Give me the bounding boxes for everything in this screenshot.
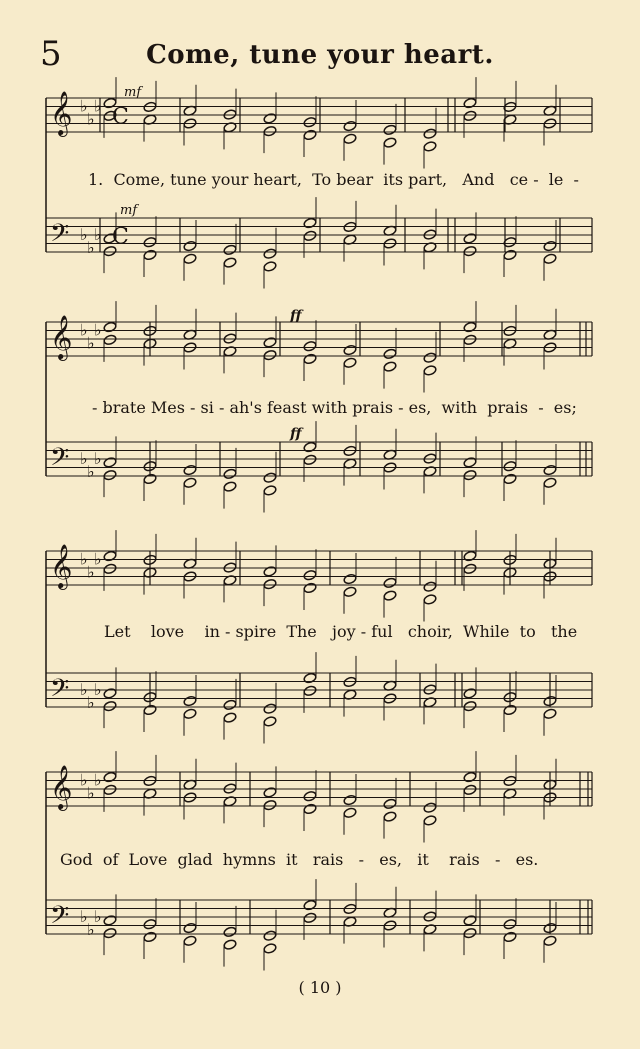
page-number: 5 <box>40 34 62 74</box>
notehead <box>343 133 357 145</box>
notehead <box>343 357 357 369</box>
dynamic-mark: mf <box>120 203 138 218</box>
dynamic-mark: ff <box>290 426 302 442</box>
lyric-line-3: Let love in - spire The joy - ful choir, While to the <box>104 622 578 641</box>
notehead <box>103 457 117 469</box>
notehead <box>143 249 157 261</box>
notehead <box>183 253 197 265</box>
treble-clef-icon: 𝄞 <box>50 765 73 810</box>
notehead <box>263 485 277 497</box>
notehead <box>463 550 477 562</box>
notehead <box>223 244 237 256</box>
notehead <box>223 468 237 480</box>
notehead <box>103 550 117 562</box>
flat-icon: ♭ <box>94 680 102 700</box>
notehead <box>263 349 277 361</box>
notehead <box>543 253 557 265</box>
notehead <box>503 931 517 943</box>
flat-icon: ♭ <box>87 237 95 257</box>
notehead <box>343 586 357 598</box>
notehead <box>223 939 237 951</box>
notehead <box>143 931 157 943</box>
notehead <box>223 257 237 269</box>
flat-icon: ♭ <box>80 449 88 469</box>
flat-icon: ♭ <box>80 225 88 245</box>
notehead <box>423 581 437 593</box>
notehead <box>543 477 557 489</box>
notehead <box>343 807 357 819</box>
notehead <box>103 563 117 575</box>
notehead <box>383 590 397 602</box>
notehead <box>263 125 277 137</box>
notehead <box>463 771 477 783</box>
notehead <box>543 240 557 252</box>
notehead <box>183 477 197 489</box>
notehead <box>463 469 477 481</box>
flat-icon: ♭ <box>94 549 102 569</box>
notehead <box>423 365 437 377</box>
notehead <box>343 573 357 585</box>
notehead <box>143 704 157 716</box>
lyric-line-2: - brate Mes - si - ah's feast with prais - es, with prais - es; <box>92 398 577 417</box>
notehead <box>463 784 477 796</box>
notehead <box>383 811 397 823</box>
flat-icon: ♭ <box>94 770 102 790</box>
notehead <box>303 340 317 352</box>
notehead <box>103 700 117 712</box>
notehead <box>263 566 277 578</box>
notehead <box>183 935 197 947</box>
notehead <box>463 321 477 333</box>
flat-icon: ♭ <box>87 333 95 353</box>
bass-clef-icon: 𝄢 <box>50 901 70 937</box>
notehead <box>463 97 477 109</box>
notehead <box>543 708 557 720</box>
notehead <box>343 120 357 132</box>
notehead <box>383 124 397 136</box>
notehead <box>103 321 117 333</box>
notehead <box>463 688 477 700</box>
notehead <box>303 672 317 684</box>
notehead <box>223 712 237 724</box>
treble-clef-icon: 𝄞 <box>50 91 73 136</box>
flat-icon: ♭ <box>94 320 102 340</box>
notehead <box>263 787 277 799</box>
notehead <box>383 798 397 810</box>
notehead <box>423 128 437 140</box>
notehead <box>543 935 557 947</box>
notehead <box>303 582 317 594</box>
notehead <box>183 695 197 707</box>
flat-icon: ♭ <box>87 109 95 129</box>
flat-icon: ♭ <box>80 680 88 700</box>
notehead <box>263 943 277 955</box>
treble-clef-icon: 𝄞 <box>50 315 73 360</box>
flat-icon: ♭ <box>80 907 88 927</box>
notehead <box>383 137 397 149</box>
notehead <box>303 454 317 466</box>
notehead <box>103 688 117 700</box>
flat-icon: ♭ <box>87 919 95 939</box>
notehead <box>383 348 397 360</box>
notehead <box>103 469 117 481</box>
notehead <box>303 116 317 128</box>
notehead <box>303 899 317 911</box>
notehead <box>463 233 477 245</box>
notehead <box>423 802 437 814</box>
notehead <box>503 473 517 485</box>
notehead <box>423 815 437 827</box>
treble-clef-icon: 𝄞 <box>50 544 73 589</box>
notehead <box>263 703 277 715</box>
notehead <box>263 248 277 260</box>
flat-icon: ♭ <box>80 320 88 340</box>
lyric-line-1: 1. Come, tune your heart, To bear its part, And ce - le - <box>88 170 579 189</box>
notehead <box>503 704 517 716</box>
notehead <box>463 110 477 122</box>
notehead <box>303 230 317 242</box>
notehead <box>263 578 277 590</box>
notehead <box>383 361 397 373</box>
bass-clef-icon: 𝄢 <box>50 674 70 710</box>
notehead <box>263 930 277 942</box>
notehead <box>503 918 517 930</box>
notehead <box>103 334 117 346</box>
notehead <box>503 460 517 472</box>
bass-clef-icon: 𝄢 <box>50 219 70 255</box>
notehead <box>263 472 277 484</box>
flat-icon: ♭ <box>87 461 95 481</box>
notehead <box>383 577 397 589</box>
flat-icon: ♭ <box>94 96 102 116</box>
notehead <box>103 915 117 927</box>
flat-icon: ♭ <box>87 692 95 712</box>
notehead <box>103 927 117 939</box>
notehead <box>423 141 437 153</box>
notehead <box>303 441 317 453</box>
notehead <box>183 708 197 720</box>
notehead <box>183 922 197 934</box>
notehead <box>103 771 117 783</box>
lyric-line-4: God of Love glad hymns it rais - es, it rais - es. <box>60 850 539 869</box>
notehead <box>143 473 157 485</box>
notehead <box>423 594 437 606</box>
flat-icon: ♭ <box>80 770 88 790</box>
flat-icon: ♭ <box>94 907 102 927</box>
notehead <box>263 716 277 728</box>
notehead <box>303 353 317 365</box>
notehead <box>303 685 317 697</box>
flat-icon: ♭ <box>87 562 95 582</box>
notehead <box>463 700 477 712</box>
flat-icon: ♭ <box>94 225 102 245</box>
notehead <box>263 799 277 811</box>
notehead <box>223 699 237 711</box>
notehead <box>263 261 277 273</box>
notehead <box>423 352 437 364</box>
notehead <box>303 217 317 229</box>
notehead <box>463 563 477 575</box>
flat-icon: ♭ <box>80 549 88 569</box>
notehead <box>183 240 197 252</box>
notehead <box>343 344 357 356</box>
notehead <box>463 245 477 257</box>
dynamic-mark: mf <box>124 85 142 100</box>
notehead <box>143 236 157 248</box>
notehead <box>463 927 477 939</box>
flat-icon: ♭ <box>87 783 95 803</box>
notehead <box>463 915 477 927</box>
time-signature: C <box>112 104 129 130</box>
notehead <box>463 334 477 346</box>
flat-icon: ♭ <box>94 449 102 469</box>
notehead <box>103 784 117 796</box>
notehead <box>263 113 277 125</box>
notehead <box>223 481 237 493</box>
page-footer: ( 10 ) <box>298 978 342 997</box>
notehead <box>303 790 317 802</box>
notehead <box>183 464 197 476</box>
notehead <box>463 457 477 469</box>
flat-icon: ♭ <box>80 96 88 116</box>
notehead <box>343 794 357 806</box>
bass-clef-icon: 𝄢 <box>50 443 70 479</box>
page-title: Come, tune your heart. <box>146 40 494 70</box>
time-signature: C <box>112 224 129 250</box>
notehead <box>303 912 317 924</box>
dynamic-mark: ff <box>290 308 302 324</box>
notehead <box>303 803 317 815</box>
notehead <box>143 918 157 930</box>
notehead <box>543 464 557 476</box>
notehead <box>303 129 317 141</box>
notehead <box>223 926 237 938</box>
notehead <box>303 569 317 581</box>
notehead <box>263 337 277 349</box>
